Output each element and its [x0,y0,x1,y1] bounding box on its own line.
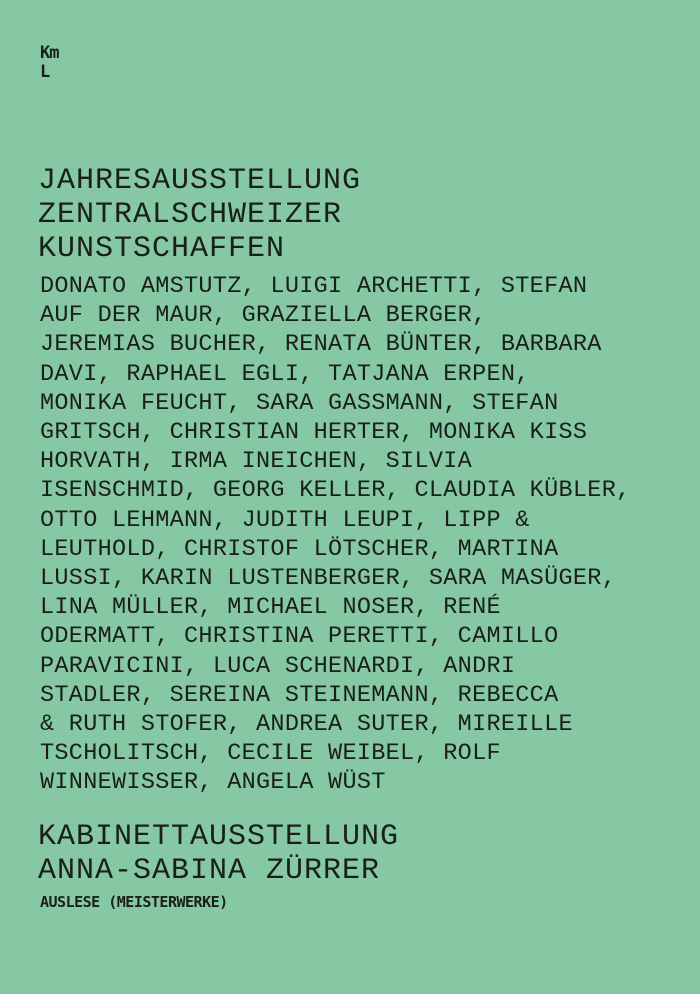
artist-line: ODERMATT, CHRISTINA PERETTI, CAMILLO [40,623,559,651]
artist-line: DAVI, RAPHAEL EGLI, TATJANA ERPEN, [40,360,530,388]
cabinet-exhibition-title [38,820,399,888]
title-line: JAHRESAUSSTELLUNG [38,164,362,198]
artist-line: & RUTH STOFER, ANDREA SUTER, MIREILLE [40,711,573,739]
artist-line: TSCHOLITSCH, CECILE WEIBEL, ROLF [40,740,501,768]
title-line: KUNSTSCHAFFEN [38,232,286,266]
logo-line-1: Km [40,43,59,63]
logo-line-2: L [40,62,50,82]
artist-line: HORVATH, IRMA INEICHEN, SILVIA [40,448,473,476]
artist-line: LINA MÜLLER, MICHAEL NOSER, RENÉ [40,594,501,622]
artist-line: OTTO LEHMANN, JUDITH LEUPI, LIPP & [40,506,530,534]
title-line: ZENTRALSCHWEIZER [38,198,343,232]
artist-line: GRITSCH, CHRISTIAN HERTER, MONIKA KISS [40,419,588,447]
artist-line: STADLER, SEREINA STEINEMANN, REBECCA [40,681,559,709]
artist-list [40,272,631,798]
artist-line: AUF DER MAUR, GRAZIELLA BERGER, [40,302,487,330]
artist-line: ISENSCHMID, GEORG KELLER, CLAUDIA KÜBLER, [40,477,631,505]
artist-line: MONIKA FEUCHT, SARA GASSMANN, STEFAN [40,389,559,417]
kml-logo [40,44,58,82]
artist-line: PARAVICINI, LUCA SCHENARDI, ANDRI [40,652,516,680]
artist-line: WINNEWISSER, ANGELA WÜST [40,769,386,797]
artist-line: LEUTHOLD, CHRISTOF LÖTSCHER, MARTINA [40,535,559,563]
artist-line: LUSSI, KARIN LUSTENBERGER, SARA MASÜGER, [40,565,617,593]
cabinet-title-line: KABINETTAUSSTELLUNG [38,820,400,854]
cabinet-subtitle: AUSLESE (MEISTERWERKE) [40,893,228,911]
artist-line: DONATO AMSTUTZ, LUIGI ARCHETTI, STEFAN [40,273,588,300]
exhibition-title [38,164,361,266]
cabinet-artist-name: ANNA-SABINA ZÜRRER [38,854,381,888]
artist-line: JEREMIAS BUCHER, RENATA BÜNTER, BARBARA [40,331,602,359]
